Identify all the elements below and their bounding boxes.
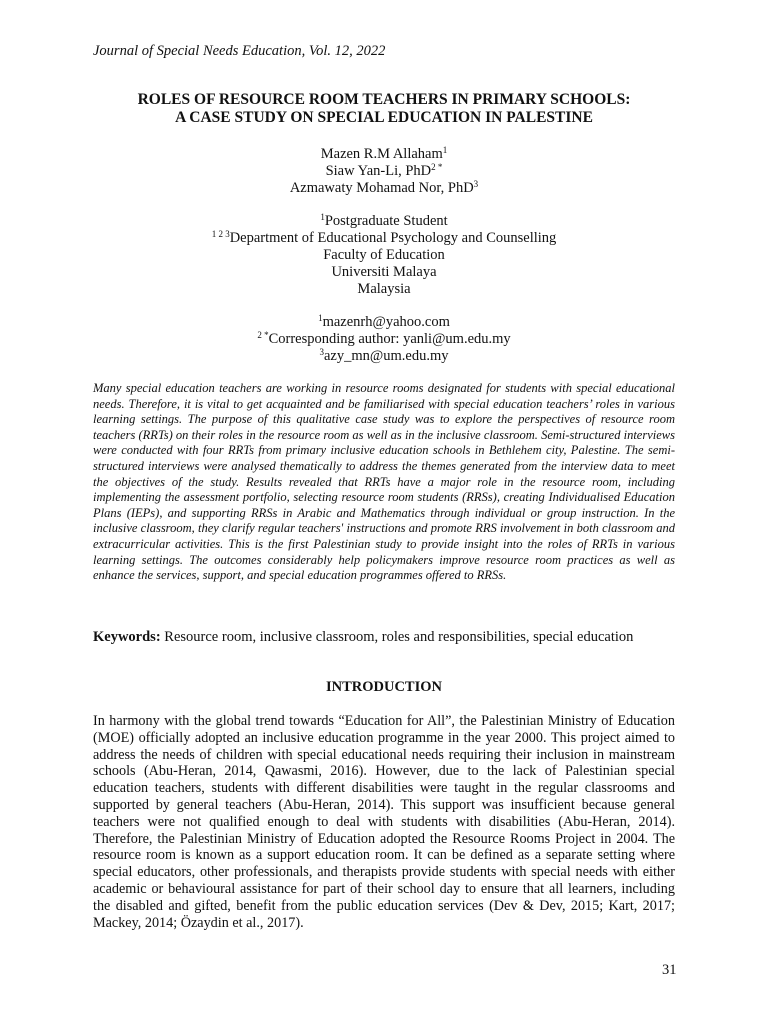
author-list xyxy=(60,146,708,197)
keywords-label: Keywords: xyxy=(93,629,161,645)
abstract: Many special education teachers are working in resource rooms designated for students with special educational needs. Therefore, it is vital to get acquainted and be familiarised with special education teachers’ roles in various learning settings. The purpose of this qualitative case study was to explore the perspectives of resource room teachers (RRTs) on their roles in the resource room as well as in the inclusive classroom. Semi-structured interviews were conducted with four RRTs from primary inclusive education schools in Bethlehem city, Palestine. The semi-structured interviews were analysed thematically to address the themes generated from the interview data to meet the objectives of the study. Results revealed that RRTs have a major role in the resource room, including implementing the assessment portfolio, selecting resource room students (RRSs), creating Individualised Education Plans (IEPs), and supporting RRSs in Arabic and Mathematics through individual or group instruction. In the inclusive classroom, they clarify regular teachers' instructions and promote RRS involvement in both classroom and extracurricular activities. This is the first Palestinian study to provide insight into the roles of RRTs in various learning settings. The outcomes considerably help policymakers improve resource room practices as well as enhance the services, support, and special education programmes offered to RRSs. xyxy=(93,381,675,583)
page-number: 31 xyxy=(662,962,677,978)
author-affil-mark: 3 xyxy=(473,179,479,189)
affiliation-line xyxy=(60,230,708,247)
author-3 xyxy=(60,180,708,197)
author-name: Azmawaty Mohamad Nor, PhD xyxy=(289,180,474,196)
introduction-paragraph: In harmony with the global trend towards “Education for All”, the Palestinian Ministry of Education (MOE) officially adopted an inclusive education programme in the year 2000. This project aimed to address the needs of children with special educational needs requiring their inclusion in mainstream schools (Abu-Heran, 2014, Qawasmi, 2016). However, due to the lack of Palestinian special education teachers, students with different disabilities were taught in the regular classrooms and supported by general teachers (Abu-Heran, 2014). This support was insufficient because general teachers were not qualified enough to deal with students with disabilities (Abu-Heran, 2014). Therefore, the Palestinian Ministry of Education adopted the Resource Rooms Project in 2004. The resource room is known as a support education room. It can be defined as a separate setting where special educators, other professionals, and therapists provide students with special needs with either academic or behavioural assistance for part of their school day to ensure that all learners, including the disabled and gifted, benefit from the public education services (Dev & Dev, 2015; Kart, 2017; Mackey, 2014; Özaydin et al., 2017). xyxy=(93,713,675,931)
author-1 xyxy=(60,146,708,163)
section-heading: INTRODUCTION xyxy=(325,679,442,695)
author-name: Mazen R.M Allaham xyxy=(320,146,443,162)
affiliation-text: Postgraduate Student xyxy=(324,213,448,229)
author-2 xyxy=(60,163,708,180)
affil-mark: 1 2 3 xyxy=(211,229,230,239)
author-affil-mark: 2 * xyxy=(431,162,443,172)
email-line xyxy=(60,331,708,348)
affil-mark: 1 xyxy=(320,212,325,222)
affiliation-line xyxy=(60,213,708,230)
paper-title xyxy=(60,91,708,127)
author-affil-mark: 1 xyxy=(442,145,448,155)
title-line-1: ROLES OF RESOURCE ROOM TEACHERS IN PRIMARY SCHOOLS: xyxy=(137,91,631,108)
author-name: Siaw Yan-Li, PhD xyxy=(325,163,432,179)
affiliation-text: Department of Educational Psychology and Counselling xyxy=(229,230,557,246)
email-mark: 2 * xyxy=(257,330,269,340)
affiliation-block xyxy=(60,213,708,298)
title-line-2: A CASE STUDY ON SPECIAL EDUCATION IN PALESTINE xyxy=(175,109,593,126)
keywords xyxy=(93,629,693,646)
journal-header: Journal of Special Needs Education, Vol. 12, 2022 xyxy=(93,43,386,59)
email-text: mazenrh@yahoo.com xyxy=(322,314,450,330)
affiliation-line: Malaysia xyxy=(357,281,411,297)
email-mark: 3 xyxy=(319,347,324,357)
email-line xyxy=(60,314,708,331)
affiliation-line: Universiti Malaya xyxy=(331,264,437,280)
email-block xyxy=(60,314,708,365)
keywords-text: Resource room, inclusive classroom, roles and responsibilities, special education xyxy=(160,629,634,645)
affiliation-line: Faculty of Education xyxy=(323,247,445,263)
email-text: azy_mn@um.edu.my xyxy=(324,348,449,364)
email-text: Corresponding author: yanli@um.edu.my xyxy=(268,331,511,347)
email-mark: 1 xyxy=(318,313,323,323)
email-line xyxy=(60,348,708,365)
